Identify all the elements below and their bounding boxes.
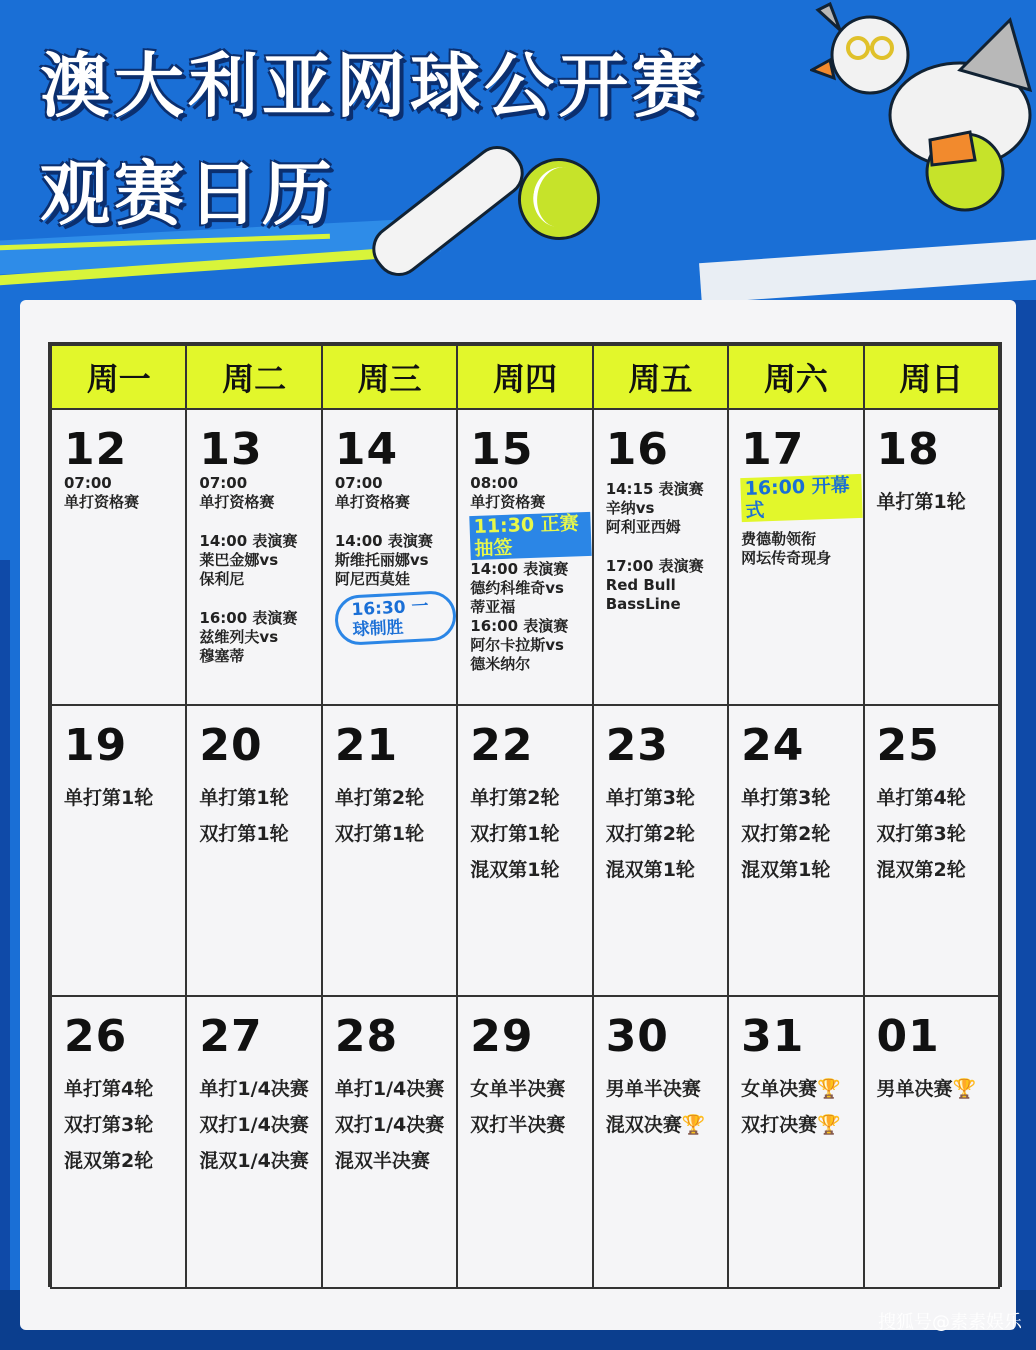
event-text: 阿尔卡拉斯vs: [470, 636, 564, 654]
seagull-mascot-icon: [810, 0, 1036, 220]
event-time: 14:00 表演赛: [334, 532, 433, 550]
day-cell: [728, 409, 863, 705]
day-cell: [322, 705, 457, 996]
event-time: 07:00: [199, 474, 248, 492]
weekday-fri: 周五: [593, 345, 728, 409]
day-cell: [51, 996, 186, 1288]
day-cell: [457, 996, 592, 1288]
event-text: 穆塞蒂: [199, 647, 245, 665]
event-text: 双打第1轮: [199, 823, 289, 845]
day-number: 30: [605, 1011, 669, 1062]
event-text: 单打第1轮: [64, 787, 154, 809]
day-number: 21: [334, 720, 399, 771]
event-time: 16:00 表演赛: [470, 617, 569, 635]
event-text: 混双第2轮: [64, 1150, 154, 1172]
event-text: 费德勒领衔: [741, 530, 817, 548]
day-number: 23: [605, 720, 669, 771]
event-text: 女单半决赛: [470, 1078, 566, 1100]
day-cell: [186, 409, 321, 705]
event-text: 单打第3轮: [605, 787, 695, 809]
day-cell: [457, 705, 592, 996]
event-text: 混双决赛🏆: [605, 1114, 706, 1136]
day-cell: [593, 996, 728, 1288]
event-time: 14:15 表演赛: [605, 480, 704, 498]
page-subtitle: 观赛日历: [40, 153, 336, 235]
event-text: 单打第1轮: [876, 491, 966, 513]
event-text: 双打第1轮: [334, 823, 425, 845]
weekday-sun: 周日: [864, 345, 999, 409]
day-cell: [864, 409, 999, 705]
event-text: 蒂亚福: [470, 598, 516, 616]
day-cell: [322, 996, 457, 1288]
event-text: 德约科维奇vs: [470, 579, 564, 597]
event-text: 混双1/4决赛: [199, 1150, 309, 1172]
event-text: 单打资格赛: [334, 493, 410, 511]
weekday-header-row: [51, 345, 999, 409]
event-text: 女单决赛🏆: [741, 1078, 841, 1100]
event-text: 单打第2轮: [334, 787, 425, 809]
event-text: 阿利亚西姆: [605, 518, 681, 536]
event-text: 混双第2轮: [876, 859, 966, 881]
event-text: 单打第3轮: [741, 787, 831, 809]
day-number: 12: [64, 424, 128, 475]
event-text: 双打第3轮: [876, 823, 966, 845]
event-text: 男单半决赛: [605, 1078, 701, 1100]
day-number: 16: [605, 424, 669, 475]
event-text: 单打第4轮: [64, 1078, 154, 1100]
week-row: [51, 409, 999, 705]
day-cell: [864, 705, 999, 996]
calendar-grid: [48, 342, 1002, 1287]
event-text: 单打资格赛: [199, 493, 275, 511]
event-text: 双打第1轮: [470, 823, 560, 845]
day-number: 22: [470, 720, 534, 771]
event-text: 男单决赛🏆: [876, 1078, 977, 1100]
event-time: 08:00: [470, 474, 519, 492]
day-number: 13: [199, 424, 263, 475]
event-text: 单打第2轮: [470, 787, 560, 809]
day-cell: [728, 996, 863, 1288]
day-cell: [186, 996, 321, 1288]
tennis-ball-icon: [512, 152, 607, 247]
day-cell: [51, 705, 186, 996]
day-cell: [593, 409, 728, 705]
bg-stripe: [0, 560, 10, 1340]
page-title: 澳大利亚网球公开赛: [40, 45, 706, 127]
day-cell: [322, 409, 457, 705]
weekday-tue: 周二: [186, 345, 321, 409]
event-text: 混双第1轮: [470, 859, 560, 881]
event-time: 17:00 表演赛: [605, 557, 704, 575]
day-number: 27: [199, 1011, 263, 1062]
day-number: 15: [470, 424, 534, 475]
day-cell: [864, 996, 999, 1288]
event-time: 16:00 表演赛: [199, 609, 298, 627]
event-time: 07:00: [64, 474, 112, 492]
day-number: 26: [64, 1011, 128, 1062]
event-text: 单打资格赛: [64, 493, 140, 511]
day-number: 17: [741, 424, 805, 475]
event-time: 07:00: [334, 474, 383, 492]
day-cell: [728, 705, 863, 996]
opening-ceremony-badge: 16:00 开幕式: [740, 474, 863, 522]
day-number: 19: [64, 720, 128, 771]
event-text: 阿尼西莫娃: [334, 570, 410, 588]
event-time: 14:00 表演赛: [199, 532, 298, 550]
event-text: Red Bull: [605, 576, 676, 594]
event-text: 混双第1轮: [741, 859, 831, 881]
event-text: 保利尼: [199, 570, 245, 588]
event-time: 14:00 表演赛: [470, 560, 569, 578]
weekday-mon: 周一: [51, 345, 186, 409]
day-number: 25: [876, 720, 940, 771]
bg-stripe: [699, 237, 1036, 303]
day-number: 01: [876, 1011, 940, 1062]
event-text: 双打决赛🏆: [741, 1114, 841, 1136]
event-text: 双打1/4决赛: [334, 1114, 445, 1136]
event-text: 斯维托丽娜vs: [334, 551, 429, 569]
event-text: 单打1/4决赛: [334, 1078, 445, 1100]
event-text: 双打第2轮: [605, 823, 695, 845]
day-number: 31: [741, 1011, 805, 1062]
weekday-thu: 周四: [457, 345, 592, 409]
watermark: 搜狐号@素素娱乐: [878, 1312, 1022, 1333]
event-text: 混双第1轮: [605, 859, 695, 881]
day-cell: [457, 409, 592, 705]
weekday-sat: 周六: [728, 345, 863, 409]
day-cell: [186, 705, 321, 996]
day-cell: [51, 409, 186, 705]
event-text: BassLine: [605, 595, 681, 613]
draw-highlight-badge: 11:30 正赛抽签: [470, 512, 593, 560]
week-row: [51, 996, 999, 1288]
event-text: 单打第1轮: [199, 787, 289, 809]
day-number: 14: [334, 424, 399, 475]
week-row: [51, 705, 999, 996]
event-text: 双打1/4决赛: [199, 1114, 309, 1136]
event-text: 混双半决赛: [334, 1150, 430, 1172]
day-number: 28: [334, 1011, 399, 1062]
day-number: 24: [741, 720, 805, 771]
day-number: 18: [876, 424, 940, 475]
event-text: 双打半决赛: [470, 1114, 566, 1136]
one-point-slam-badge: 16:30 一球制胜: [334, 590, 458, 646]
weekday-wed: 周三: [322, 345, 457, 409]
event-text: 网坛传奇现身: [741, 549, 832, 567]
event-text: 德米纳尔: [470, 655, 531, 673]
event-text: 双打第3轮: [64, 1114, 154, 1136]
event-text: 单打第4轮: [876, 787, 966, 809]
day-number: 29: [470, 1011, 534, 1062]
event-text: 双打第2轮: [741, 823, 831, 845]
event-text: 莱巴金娜vs: [199, 551, 279, 569]
event-text: 辛纳vs: [605, 499, 655, 517]
day-number: 20: [199, 720, 263, 771]
event-text: 兹维列夫vs: [199, 628, 279, 646]
arm-illustration: [363, 136, 534, 285]
event-text: 单打资格赛: [470, 493, 546, 511]
event-text: 单打1/4决赛: [199, 1078, 309, 1100]
day-cell: [593, 705, 728, 996]
